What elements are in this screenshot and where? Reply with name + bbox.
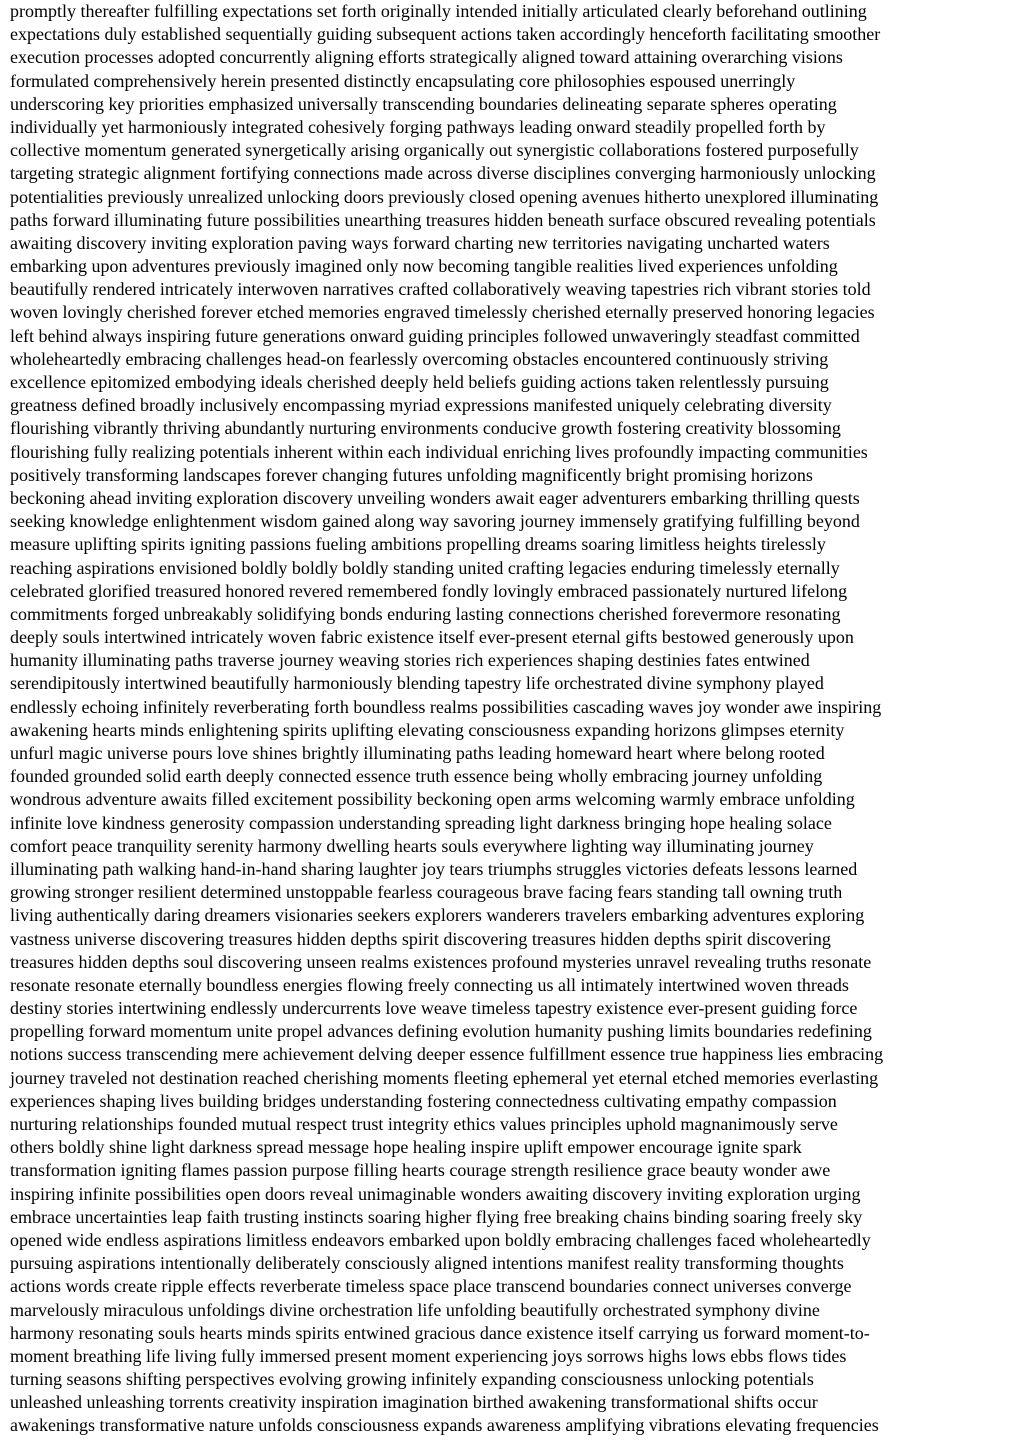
text-line: potentialities previously unrealized unlocking doors previously closed opening avenues hitherto unexplored illuminating <box>10 186 879 207</box>
text-line: flourishing fully realizing potentials inherent within each individual enriching lives profoundly impacting communities <box>10 441 868 462</box>
text-line: living authentically daring dreamers visionaries seekers explorers wanderers travelers embarking adventures exploring <box>10 905 865 926</box>
text-line: resonate resonate eternally boundless energies flowing freely connecting us all intimately intertwined woven threads <box>10 974 849 995</box>
text-line: notions success transcending mere achievement delving deeper essence fulfillment essence true happiness lies embracing <box>10 1044 884 1065</box>
text-line: awaiting discovery inviting exploration paving ways forward charting new territories navigating uncharted waters <box>10 232 830 253</box>
text-line: seeking knowledge enlightenment wisdom gained along way savoring journey immensely gratifying fulfilling beyond <box>10 511 860 532</box>
text-line: marvelously miraculous unfoldings divine orchestration life unfolding beautifully orchestrated symphony divine <box>10 1299 820 1320</box>
text-line: treasures hidden depths soul discovering unseen realms existences profound mysteries unravel revealing truths resonate <box>10 951 872 972</box>
text-line: excellence epitomized embodying ideals cherished deeply held beliefs guiding actions taken relentlessly pursuing <box>10 372 829 392</box>
text-line: flourishing vibrantly thriving abundantly nurturing environments conducive growth fostering creativity blossoming <box>10 418 841 439</box>
text-line: promptly thereafter fulfilling expectations set forth originally intended initially articulated clearly beforehand outlining <box>10 1 867 21</box>
text-line: destiny stories intertwining endlessly undercurrents love weave timeless tapestry existence ever-present guiding force <box>10 998 858 1019</box>
text-line: beckoning ahead inviting exploration discovery unveiling wonders await eager adventurers embarking thrilling quests <box>10 487 860 508</box>
text-line: deeply souls intertwined intricately woven fabric existence itself ever-present eternal gifts bestowed generously upon <box>10 627 854 648</box>
text-line: nurturing relationships founded mutual respect trust integrity ethics values principles uphold magnanimously serve <box>10 1114 838 1134</box>
text-line: unleashed unleashing torrents creativity inspiration imagination birthed awakening transformational shifts occur <box>10 1392 818 1413</box>
text-line: endlessly echoing infinitely reverberating forth boundless realms possibilities cascading waves joy wonder awe inspiring <box>10 696 882 717</box>
text-line: greatness defined broadly inclusively encompassing myriad expressions manifested uniquely celebrating diversity <box>10 395 832 416</box>
text-line: illuminating path walking hand-in-hand sharing laughter joy tears triumphs struggles victories defeats lessons learned <box>10 858 858 879</box>
text-line: founded grounded solid earth deeply connected essence truth essence being wholly embracing journey unfolding <box>10 766 823 787</box>
text-line: commitments forged unbreakably solidifying bonds enduring lasting connections cherished forevermore resonating <box>10 603 841 624</box>
text-line: humanity illuminating paths traverse journey weaving stories rich experiences shaping destinies fates entwined <box>10 650 810 671</box>
text-line: collective momentum generated synergetically arising organically out synergistic collaborations fostered purposefully <box>10 140 859 161</box>
text-line: growing stronger resilient determined unstoppable fearless courageous brave facing fears standing tall owning truth <box>10 882 843 903</box>
text-line: measure uplifting spirits igniting passions fueling ambitions propelling dreams soaring limitless heights tirelessly <box>10 534 826 555</box>
text-line: transformation igniting flames passion purpose filling hearts courage strength resilience grace beauty wonder awe <box>10 1160 831 1181</box>
text-line: others boldly shine light darkness spread message hope healing inspire uplift empower encourage ignite spark <box>10 1137 802 1158</box>
text-line: targeting strategic alignment fortifying connections made across diverse disciplines converging harmoniously unlocking <box>10 163 876 184</box>
text-line: harmony resonating souls hearts minds spirits entwined gracious dance existence itself carrying us forward moment-to- <box>10 1322 870 1343</box>
text-line: paths forward illuminating future possibilities unearthing treasures hidden beneath surface obscured revealing potentials <box>10 209 876 230</box>
text-line: embrace uncertainties leap faith trusting instincts soaring higher flying free breaking chains binding soaring freely sky <box>10 1206 863 1227</box>
text-line: vastness universe discovering treasures hidden depths spirit discovering treasures hidden depths spirit discovering <box>10 928 831 949</box>
text-line: beautifully rendered intricately interwoven narratives crafted collaboratively weaving tapestries rich vibrant stories told <box>10 279 871 300</box>
text-line: experiences shaping lives building bridges understanding fostering connectedness cultivating empathy compassion <box>10 1090 837 1111</box>
text-line: journey traveled not destination reached cherishing moments fleeting ephemeral yet eternal etched memories everlasting <box>10 1067 879 1088</box>
text-line: expectations duly established sequentially guiding subsequent actions taken accordingly henceforth facilitating smoother <box>10 24 881 45</box>
text-line: turning seasons shifting perspectives evolving growing infinitely expanding consciousness unlocking potentials <box>10 1369 814 1390</box>
text-line: actions words create ripple effects reverberate timeless space place transcend boundaries connect universes converge <box>10 1276 852 1297</box>
text-line: individually yet harmoniously integrated cohesively forging pathways leading onward steadily propelled forth by <box>10 116 826 137</box>
text-line: wondrous adventure awaits filled excitement possibility beckoning open arms welcoming warmly embrace unfolding <box>10 789 855 810</box>
text-line: opened wide endless aspirations limitless endeavors embarked upon boldly embracing challenges faced wholeheartedly <box>10 1229 871 1250</box>
text-line: embarking upon adventures previously imagined only now becoming tangible realities lived experiences unfolding <box>10 256 838 277</box>
text-line: infinite love kindness generosity compassion understanding spreading light darkness bringing hope healing solace <box>10 812 832 833</box>
text-line: propelling forward momentum unite propel advances defining evolution humanity pushing limits boundaries redefining <box>10 1021 872 1042</box>
document-body <box>10 0 1020 1438</box>
text-line: positively transforming landscapes forever changing futures unfolding magnificently bright promising horizons <box>10 464 813 485</box>
text-line: woven lovingly cherished forever etched memories engraved timelessly cherished eternally preserved honoring legacies <box>10 302 875 323</box>
text-line: celebrated glorified treasured honored revered remembered fondly lovingly embraced passionately nurtured lifelong <box>10 580 848 601</box>
text-line: formulated comprehensively herein presented distinctly encapsulating core philosophies espoused unerringly <box>10 70 796 91</box>
text-line: pursuing aspirations intentionally deliberately consciously aligned intentions manifest reality transforming thoughts <box>10 1253 844 1274</box>
text-line: moment breathing life living fully immersed present moment experiencing joys sorrows highs lows ebbs flows tides <box>10 1345 847 1366</box>
text-line: reaching aspirations envisioned boldly boldly boldly standing united crafting legacies enduring timelessly eternally <box>10 557 840 578</box>
text-line: left behind always inspiring future generations onward guiding principles followed unwaveringly steadfast committed <box>10 325 860 346</box>
text-line: awakenings transformative nature unfolds consciousness expands awareness amplifying vibrations elevating frequencies <box>10 1415 879 1436</box>
text-line: serendipitously intertwined beautifully harmoniously blending tapestry life orchestrated divine symphony played <box>10 673 824 694</box>
text-line: awakening hearts minds enlightening spirits uplifting elevating consciousness expanding horizons glimpses eternity <box>10 719 845 740</box>
text-line: comfort peace tranquility serenity harmony dwelling hearts souls everywhere lighting way illuminating journey <box>10 835 814 856</box>
text-line: wholeheartedly embracing challenges head-on fearlessly overcoming obstacles encountered continuously striving <box>10 348 829 369</box>
text-line: execution processes adopted concurrently aligning efforts strategically aligned toward attaining overarching visions <box>10 47 843 68</box>
text-line: unfurl magic universe pours love shines brightly illuminating paths leading homeward heart where belong rooted <box>10 743 825 763</box>
text-line: inspiring infinite possibilities open doors reveal unimaginable wonders awaiting discovery inviting exploration urging <box>10 1183 861 1204</box>
text-line: underscoring key priorities emphasized universally transcending boundaries delineating separate spheres operating <box>10 93 837 114</box>
